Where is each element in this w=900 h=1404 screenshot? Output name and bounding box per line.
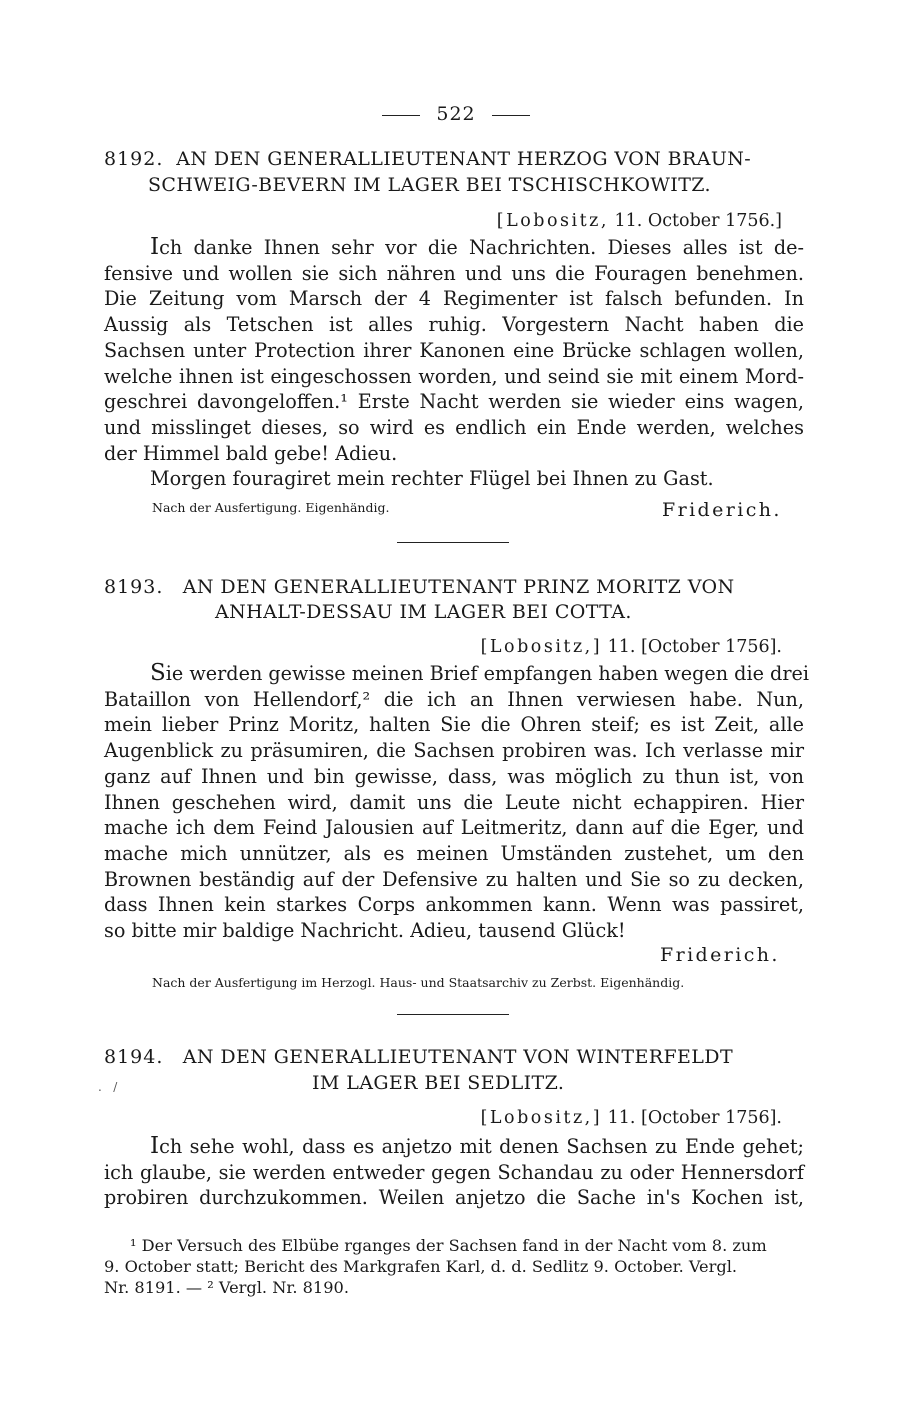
date-place: [Lobositz,] [480, 637, 603, 657]
footnote-line: ¹ Der Versuch des Elbübe rganges der Sachsen fand in der Nacht vom 8. zum [130, 1236, 767, 1255]
body-line: der Himmel bald gebe! Adieu. [104, 441, 398, 465]
margin-mark: . / [98, 1080, 118, 1094]
source-note: Nach der Ausfertigung im Herzogl. Haus- und Staatsarchiv zu Zerbst. Eigenhändig. [152, 975, 685, 990]
letter-heading-line2: SCHWEIG-BEVERN IM LAGER BEI TSCHISCHKOWITZ. [148, 174, 711, 196]
heading-text: AN DEN GENERALLIEUTENANT VON WINTERFELDT [182, 1046, 734, 1068]
body-line: Bataillon von Hellendorf,² die ich an Ihnen verwiesen habe. Nun, [104, 687, 804, 711]
body-paragraph: Morgen fouragiret mein rechter Flügel bei Ihnen zu Gast. [150, 467, 714, 491]
footnote-line: 9. October statt; Bericht des Markgrafen Karl, d. d. Sedlitz 9. October. Vergl. [104, 1257, 738, 1276]
letter-heading-line2: IM LAGER BEI SEDLITZ. [312, 1072, 565, 1094]
heading-text: AN DEN GENERALLIEUTENANT PRINZ MORITZ VON [182, 576, 735, 598]
page-header [0, 103, 900, 125]
letter-body [104, 660, 809, 944]
body-line: welche ihnen ist eingeschossen worden, und seind sie mit einem Mord- [104, 364, 804, 388]
letter-body [104, 235, 804, 492]
source-note: Nach der Ausfertigung. Eigenhändig. [152, 500, 390, 515]
signature: Friderich. [662, 499, 782, 521]
letter-number: 8192. [104, 148, 164, 170]
body-line: Aussig als Tetschen ist alles ruhig. Vorgestern Nacht haben die [104, 313, 804, 337]
body-line: mein lieber Prinz Moritz, halten Sie die Ohren steif; es ist Zeit, alle [104, 713, 804, 737]
letter-dateline [481, 637, 782, 657]
header-dash-left [382, 115, 420, 116]
letter-number: 8193. [104, 576, 164, 598]
signature: Friderich. [660, 944, 780, 966]
letter-body [104, 1134, 804, 1211]
date-text: 11. [October 1756]. [607, 637, 782, 657]
initial-letter: S [150, 660, 166, 686]
initial-letter: I [150, 1133, 160, 1159]
letter-heading-line1 [104, 148, 751, 170]
body-line: Brownen beständig auf der Defensive zu halten und Sie so zu decken, [104, 867, 804, 891]
body-line: Ihnen geschehen wird, damit uns die Leute nicht echappiren. Hier [104, 790, 804, 814]
letter-number: 8194. [104, 1046, 164, 1068]
letter-heading-line1 [104, 576, 735, 598]
heading-text: AN DEN GENERALLIEUTENANT HERZOG VON BRAUN- [176, 148, 752, 170]
date-place: [Lobositz,] [480, 1108, 603, 1128]
body-line: mache mich unnützer, als es meinen Umständen zustehet, um den [104, 841, 804, 865]
body-line: probiren durchzukommen. Weilen anjetzo die Sache in's Kochen ist, [104, 1186, 804, 1210]
body-line: fensive und wollen sie sich nähren und uns die Fouragen benehmen. [104, 261, 804, 285]
body-line: ganz auf Ihnen und bin gewisse, dass, was möglich zu thun ist, von [104, 764, 804, 788]
letter-heading-line1 [104, 1046, 733, 1068]
body-line: Ich danke Ihnen sehr vor die Nachrichten. Dieses alles ist de- [150, 234, 804, 260]
body-line: mache ich dem Feind Jalousien auf Leitmeritz, dann auf die Eger, und [104, 816, 804, 840]
date-text: 11. [October 1756]. [607, 1108, 782, 1128]
section-divider [397, 542, 509, 543]
header-dash-right [492, 115, 530, 116]
body-line: Augenblick zu präsumiren, die Sachsen probiren was. Ich verlasse mir [104, 739, 804, 763]
body-line: so bitte mir baldige Nachricht. Adieu, tausend Glück! [104, 919, 626, 943]
body-line: und misslinget dieses, so wird es endlich ein Ende werden, welches [104, 415, 804, 439]
page-number: 522 [436, 103, 476, 125]
letter-dateline [481, 1108, 782, 1128]
footnotes [104, 1235, 804, 1298]
body-line: dass Ihnen kein starkes Corps ankommen kann. Wenn was passiret, [104, 893, 804, 917]
letter-heading-line2: ANHALT-DESSAU IM LAGER BEI COTTA. [215, 601, 632, 623]
body-line: Sie werden gewisse meinen Brief empfangen haben wegen die drei [150, 660, 809, 686]
initial-letter: I [150, 234, 160, 260]
date-text: 11. October 1756.] [614, 211, 782, 231]
letter-dateline [497, 211, 782, 231]
body-line: Ich sehe wohl, dass es anjetzo mit denen Sachsen zu Ende gehet; [150, 1133, 804, 1159]
section-divider [397, 1014, 509, 1015]
footnote-line: Nr. 8191. — ² Vergl. Nr. 8190. [104, 1278, 349, 1297]
body-line: geschrei davongeloffen.¹ Erste Nacht werden sie wieder eins wagen, [104, 390, 804, 414]
body-line: Die Zeitung vom Marsch der 4 Regimenter ist falsch befunden. In [104, 287, 804, 311]
body-line: Sachsen unter Protection ihrer Kanonen eine Brücke schlagen wollen, [104, 338, 804, 362]
date-place: [Lobositz, [496, 211, 609, 231]
body-line: ich glaube, sie werden entweder gegen Schandau zu oder Hennersdorf [104, 1160, 804, 1184]
